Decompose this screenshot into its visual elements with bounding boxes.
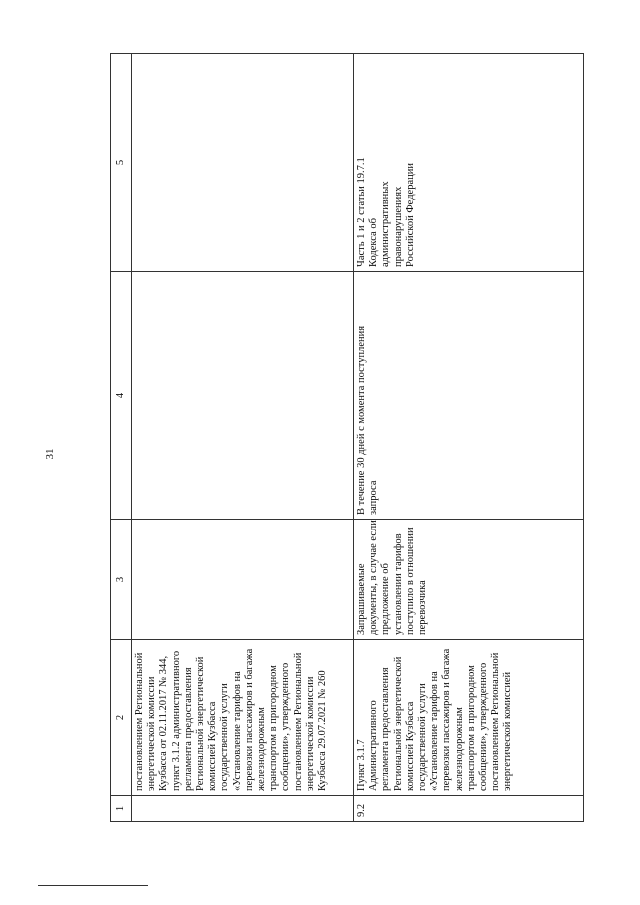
header-cell: 1	[111, 796, 132, 822]
cell-text-line: Региональной энергетической	[392, 656, 404, 791]
cell-text-line: Региональной энергетической	[195, 656, 207, 791]
page-number: 31	[44, 448, 56, 460]
cell-text-line: железнодорожным	[256, 707, 268, 791]
cell-text-line: Административного	[368, 700, 380, 791]
cell-text-line: постановлением Региональной	[292, 652, 304, 791]
cell-text-line: пункт 3.1.2 административного	[170, 650, 182, 791]
cell-text-line: комиссией Кузбасса	[404, 701, 416, 791]
cell-text-line: регламента предоставления	[182, 667, 194, 791]
cell-text-line: запроса	[368, 480, 380, 515]
cell-text-line: транспортом в пригородном	[268, 665, 280, 791]
cell-text-line: перевозки пассажиров и багажа	[441, 648, 453, 791]
cell-documents	[132, 520, 354, 640]
cell-text-line: сообщении», утвержденного	[280, 662, 292, 791]
cell-text-line: установлении тарифов	[392, 533, 404, 635]
cell-text-line: государственной услуги	[417, 683, 429, 791]
cell-text-line: поступило в отношении	[404, 527, 416, 635]
table-row	[354, 54, 584, 822]
cell-legal-basis	[132, 640, 354, 796]
cell-text-line: регламента предоставления	[380, 667, 392, 791]
regulation-table	[110, 53, 584, 822]
cell-deadline	[354, 272, 584, 520]
cell-text-line: государственной услуги	[219, 683, 231, 791]
table-row	[132, 54, 354, 822]
cell-text-line: документы, в случае если	[368, 520, 380, 635]
cell-text-line: постановлением Региональной	[134, 652, 145, 791]
cell-legal-basis	[354, 640, 584, 796]
cell-text-line: предложение об	[380, 563, 392, 635]
cell-text-line: энергетической комиссией	[502, 671, 514, 791]
cell-text-line: «Установление тарифов на	[429, 671, 441, 791]
header-cell: 4	[111, 272, 132, 520]
cell-text-line: железнодорожным	[453, 707, 465, 791]
rotated-table-container	[110, 54, 586, 822]
cell-text-line: Пункт 3.1.7	[356, 739, 367, 791]
cell-text-line: комиссией Кузбасса	[207, 701, 219, 791]
cell-text-line: «Установление тарифов на	[231, 671, 243, 791]
footnote-separator	[38, 885, 148, 886]
cell-text-line: Часть 1 и 2 статьи 19.7.1	[356, 157, 367, 267]
cell-liability	[132, 54, 354, 272]
cell-text-line: постановлением Региональной	[490, 652, 502, 791]
header-cell: 5	[111, 54, 132, 272]
cell-text-line: Кузбасса от 02.11.2017 № 344,	[158, 655, 170, 791]
cell-text-line: сообщении», утвержденного	[478, 662, 490, 791]
cell-text-line: энергетической комиссии	[304, 676, 316, 791]
cell-text-line: Запрашиваемые	[356, 563, 367, 635]
cell-documents	[354, 520, 584, 640]
cell-text-line: административных	[380, 181, 392, 267]
cell-text-line: Кузбасса 29.07.2021 № 260	[317, 670, 329, 791]
cell-text-line: перевозки пассажиров и багажа	[243, 648, 255, 791]
header-cell: 2	[111, 640, 132, 796]
cell-liability	[354, 54, 584, 272]
header-cell: 3	[111, 520, 132, 640]
row-number: 9.2	[354, 796, 584, 822]
cell-text-line: правонарушениях	[392, 186, 404, 267]
cell-text-line: Российской Федерации	[404, 163, 416, 267]
cell-text-line: Кодекса об	[368, 218, 380, 267]
row-number	[132, 796, 354, 822]
cell-text-line: транспортом в пригородном	[465, 665, 477, 791]
cell-text-line: энергетической комиссии	[146, 676, 158, 791]
cell-text-line: В течение 30 дней с момента поступления	[356, 325, 367, 515]
cell-text-line: перевозчика	[417, 580, 429, 635]
table-header-row	[111, 54, 132, 822]
cell-deadline	[132, 272, 354, 520]
